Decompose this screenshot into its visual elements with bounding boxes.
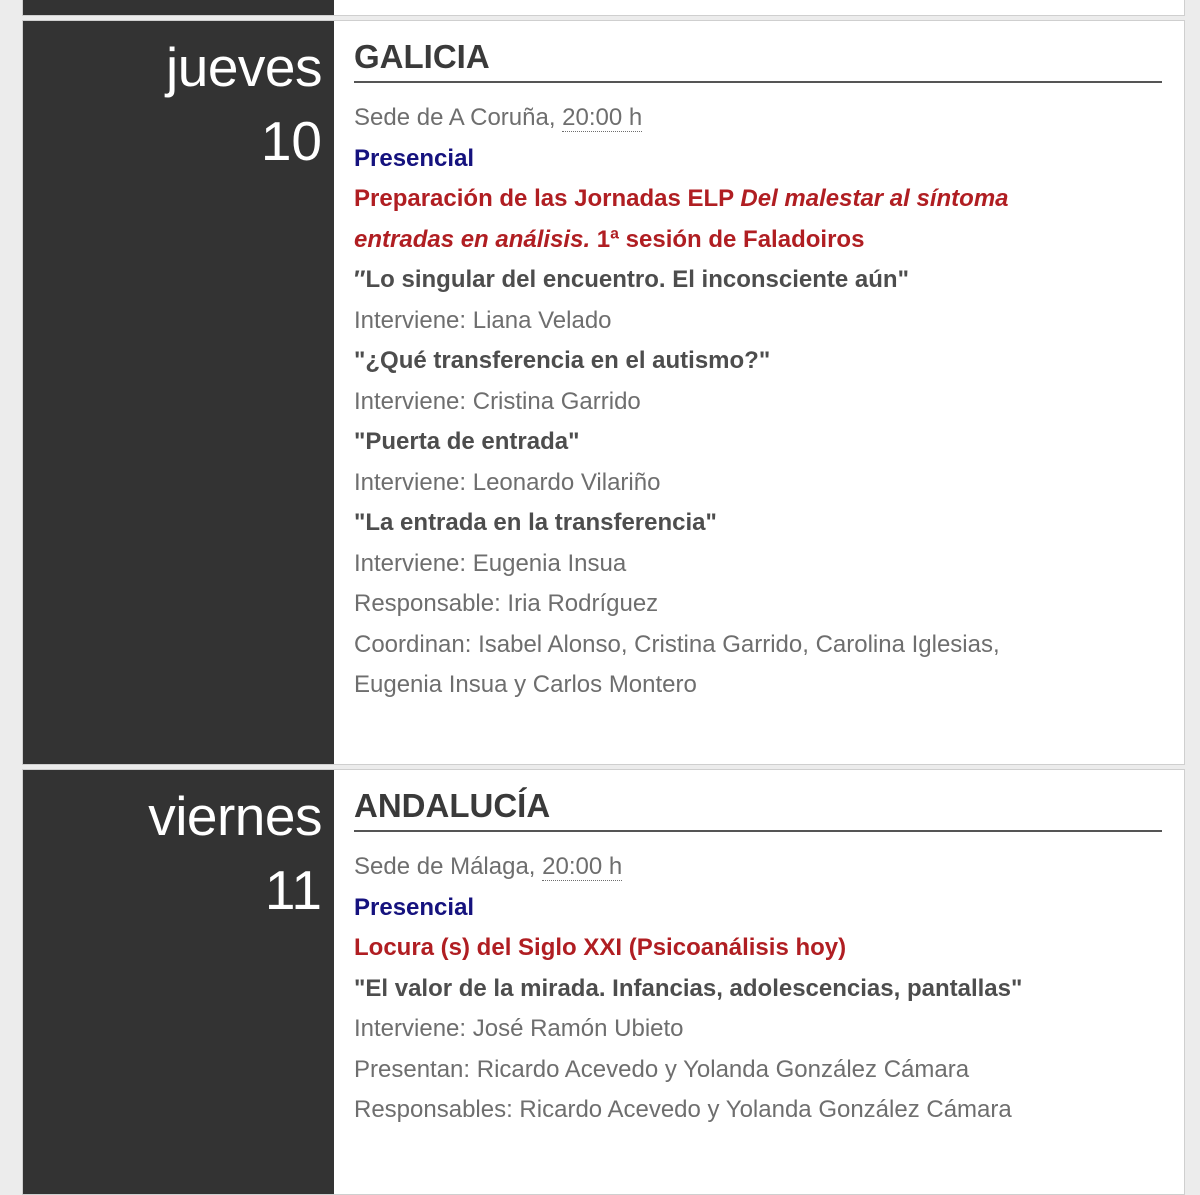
event-title-line-1: [354, 179, 1162, 220]
venue: Sede de A Coruña,: [354, 104, 556, 131]
talk-title: "Puerta de entrada": [354, 428, 580, 455]
event-time[interactable]: 20:00 h: [562, 104, 643, 131]
region-heading: GALICIA: [354, 37, 1162, 83]
talk-speaker: Interviene: Leonardo Vilariño: [354, 468, 661, 496]
talk-title: "La entrada en la transferencia": [354, 509, 717, 536]
talk-speaker: Interviene: Eugenia Insua: [354, 549, 627, 577]
event-title: Locura (s) del Siglo XXI (Psicoanálisis hoy): [354, 934, 847, 961]
talk-speaker: Interviene: Cristina Garrido: [354, 387, 641, 415]
event-content: [354, 37, 1162, 706]
talk-speaker: Interviene: Liana Velado: [354, 306, 612, 334]
day-column: [23, 21, 334, 764]
event-content: [354, 786, 1162, 1131]
event-title-line-2: [354, 220, 1162, 261]
event-title-italic: Del malestar al síntoma: [740, 185, 1009, 212]
previous-day-column: [23, 0, 334, 15]
day-number: 11: [264, 859, 322, 921]
responsibles: Responsables: Ricardo Acevedo y Yolanda González Cámara: [354, 1096, 1012, 1123]
modality: Presencial: [354, 893, 475, 921]
day-name: jueves: [166, 36, 322, 98]
responsible: Responsable: Iria Rodríguez: [354, 590, 659, 617]
talk-speaker: Interviene: José Ramón Ubieto: [354, 1015, 684, 1042]
coordinators: Coordinan: Isabel Alonso, Cristina Garrido, Carolina Iglesias,: [354, 630, 1000, 658]
day-block-viernes: [22, 769, 1185, 1195]
coordinators: Eugenia Insua y Carlos Montero: [354, 671, 697, 698]
venue: Sede de Málaga,: [354, 853, 536, 880]
event-title-text: Preparación de las Jornadas ELP: [354, 185, 741, 212]
event-time[interactable]: 20:00 h: [542, 853, 623, 880]
presenters: Presentan: Ricardo Acevedo y Yolanda González Cámara: [354, 1055, 970, 1083]
talk-title: ″Lo singular del encuentro. El inconsciente aún": [354, 266, 909, 293]
day-name: viernes: [148, 785, 322, 847]
day-block-jueves: [22, 20, 1185, 765]
venue-line: [354, 98, 1162, 139]
previous-day-block: [22, 0, 1185, 16]
modality: Presencial: [354, 144, 475, 172]
talk-title: "El valor de la mirada. Infancias, adolescencias, pantallas": [354, 974, 1023, 1002]
day-number: 10: [260, 110, 322, 172]
day-column: [23, 770, 334, 1194]
event-title-italic: entradas en análisis.: [354, 225, 591, 253]
talk-title: "¿Qué transferencia en el autismo?": [354, 347, 771, 374]
venue-line: [354, 847, 1162, 888]
event-title-text: 1ª sesión de Faladoiros: [590, 225, 865, 253]
region-heading: ANDALUCÍA: [354, 786, 1162, 832]
